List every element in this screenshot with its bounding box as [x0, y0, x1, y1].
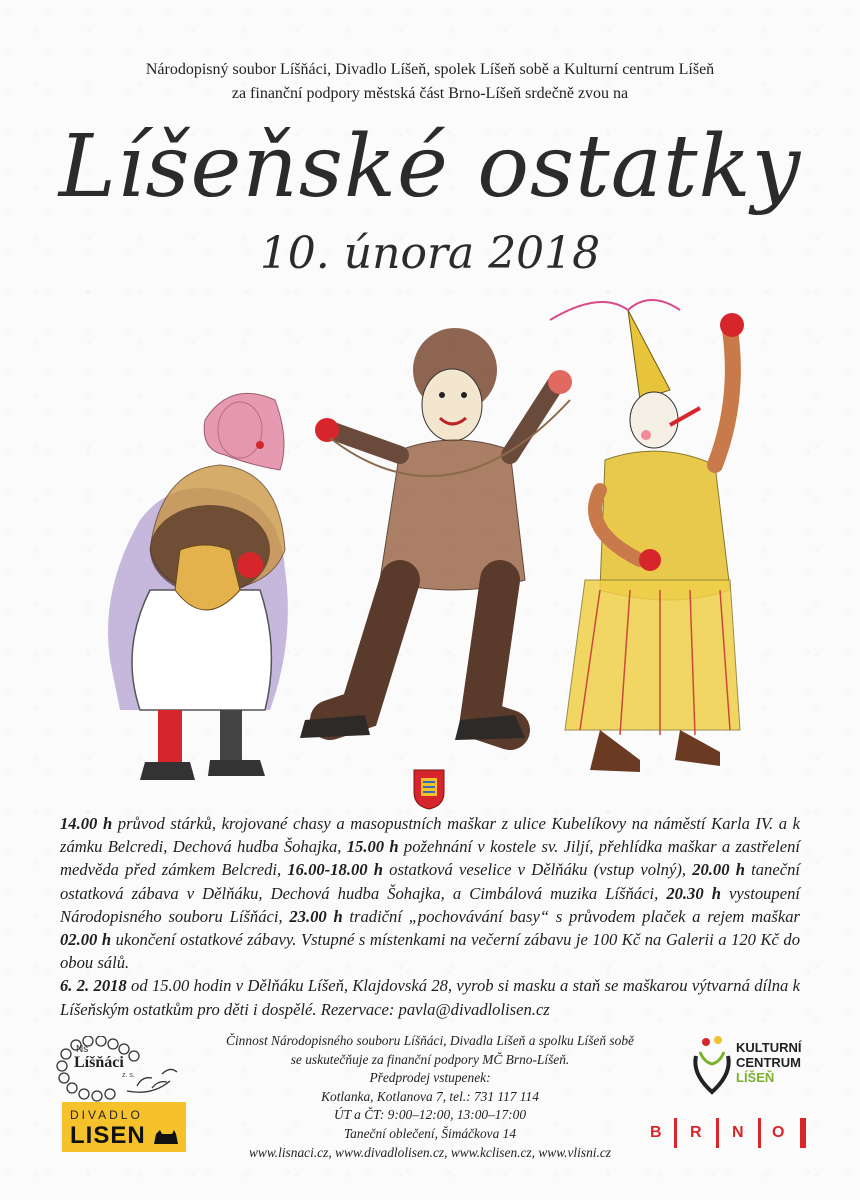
presale-hours: ÚT a ČT: 9:00–12:00, 13:00–17:00 — [333, 1107, 527, 1123]
program-desc-2: požehnání v kostele sv. Jiljí, přehlídka maškar a zastřelení medvěda před zámkem Belcredi, — [60, 837, 800, 880]
lisnaci-ns-label: Ns — [76, 1044, 89, 1055]
kulturni-centrum-logo — [690, 1034, 820, 1104]
program-time-1: 14.00 h — [60, 814, 113, 833]
program-desc-6: tradiční „pochovávání basy“ s průvodem plaček a rejem maškar — [342, 906, 800, 926]
event-title: Líšeňské ostatky — [58, 117, 802, 217]
intro-text — [0, 58, 860, 106]
kc-line-1: KULTURNÍ — [736, 1040, 802, 1055]
brno-divider — [716, 1118, 719, 1148]
brno-letter-b: B — [650, 1124, 662, 1141]
straw-man-figure — [550, 300, 744, 772]
program-desc-5: vystoupení Národopisného souboru Líšňáci, — [60, 883, 800, 926]
workshop-desc: od 15.00 hodin v Dělňáku Líšeň, Klajdovská 28, vyrob si masku a staň se maškarou výtvarná dílna k Líšeňským ostatkům pro děti i dospělé. Rezervace: pavla@divadlolisen.cz — [60, 976, 801, 1019]
kc-line-3: LÍŠEŇ — [736, 1070, 775, 1085]
program-time-7: 02.00 h — [60, 930, 112, 950]
brno-logo — [644, 1112, 810, 1152]
lisnaci-name-label: Líšňáci — [74, 1054, 124, 1071]
old-woman-figure — [108, 393, 288, 780]
kc-line-2: CENTRUM — [736, 1055, 801, 1070]
program-time-2: 15.00 h — [346, 837, 399, 857]
program-time-6: 23.00 h — [289, 906, 343, 926]
program-desc-7: ukončení ostatkové zábavy. Vstupné s místenkami na večerní zábavu je 100 Kč na Galerii a 120 Kč do obou sálů. — [60, 930, 800, 973]
bear-man-figure — [300, 328, 572, 740]
presale-address: Kotlanka, Kotlanova 7, tel.: 731 117 114 — [321, 1088, 539, 1104]
brno-letter-n: N — [732, 1124, 744, 1141]
website-links[interactable]: www.lisnaci.cz, www.divadlolisen.cz, www.kclisen.cz, www.vlisni.cz — [248, 1144, 612, 1160]
brno-letter-r: R — [690, 1124, 702, 1141]
brno-divider — [674, 1118, 677, 1148]
footer-line-1: Činnost Národopisného souboru Líšňáci, Divadla Líšeň a spolku Líšeň sobě — [226, 1033, 634, 1048]
brno-divider — [800, 1118, 806, 1148]
divadlo-top-label: DIVADLO — [70, 1108, 143, 1122]
workshop-date: 6. 2. 2018 — [60, 976, 127, 996]
program-time-3: 16.00-18.00 h — [287, 860, 383, 880]
program-time-5: 20.30 h — [666, 883, 721, 903]
presale-heading: Předprodej vstupenek: — [369, 1070, 491, 1086]
coat-of-arms-icon — [412, 768, 446, 810]
heart-figure-icon — [690, 1034, 740, 1100]
divadlo-lisen-logo — [62, 1102, 186, 1152]
program-desc-1: průvod stárků, krojované chasy a masopustních maškar z ulice Kubelíkovy na náměstí Karla IV. a k zámku Belcredi, Dechová hudba Šohajka, — [60, 814, 800, 857]
brno-divider — [758, 1118, 761, 1148]
brno-letter-o: O — [772, 1124, 785, 1141]
program-desc-4: taneční ostatková zábava v Dělňáku, Dechová hudba Šohajka, a Cimbálová muzika Líšňáci, — [60, 860, 800, 903]
maskers-illustration — [80, 290, 780, 810]
program-time-4: 20.00 h — [692, 860, 745, 880]
event-date: 10. února 2018 — [259, 228, 601, 279]
cat-icon — [152, 1126, 180, 1146]
intro-line-1: Národopisný soubor Líšňáci, Divadlo Líšeň, spolek Líšeň sobě a Kulturní centrum Líšeň — [145, 61, 715, 78]
divadlo-bottom-label: LISEN — [70, 1122, 146, 1149]
program-text — [60, 812, 800, 1021]
lisnaci-zs-label: z. s. — [122, 1072, 135, 1079]
footer-info — [200, 1032, 660, 1162]
presale-second-location: Taneční oblečení, Šimáčkova 14 — [343, 1125, 517, 1141]
program-desc-3: ostatková veselice v Dělňáku (vstup volný), — [382, 860, 693, 880]
lisnaci-logo — [52, 1036, 182, 1102]
footer-line-2: se uskutečňuje za finanční podpory MČ Brno-Líšeň. — [290, 1051, 570, 1067]
intro-line-2: za finanční podpory městská část Brno-Líšeň srdečně zvou na — [231, 85, 629, 102]
